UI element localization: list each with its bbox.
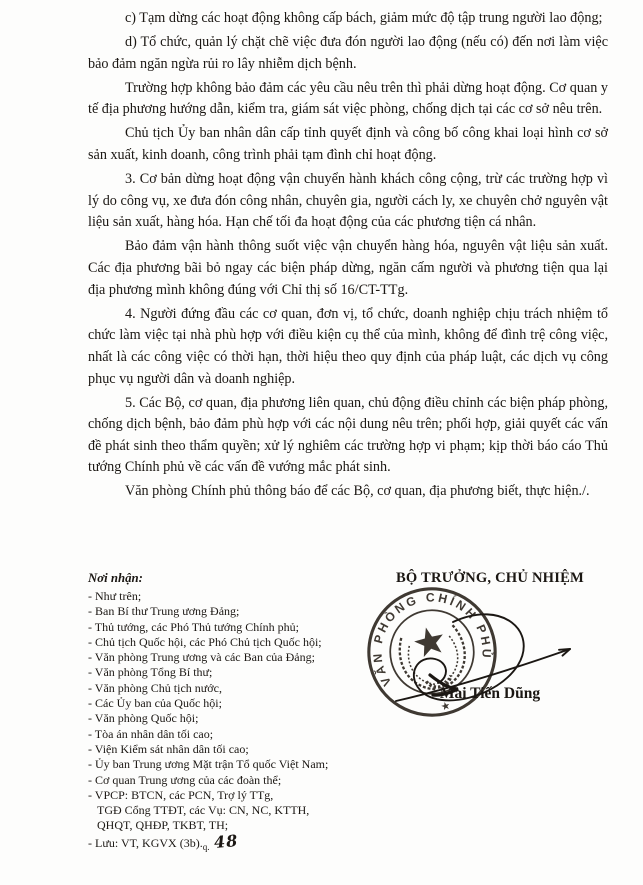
recipient-line: - Như trên; xyxy=(88,589,142,603)
signer-title: BỘ TRƯỞNG, CHỦ NHIỆM xyxy=(395,570,585,586)
recipient-line-luu xyxy=(88,830,388,855)
signature-strokes xyxy=(378,597,583,722)
handwritten-number: 48 xyxy=(213,830,240,852)
signature-scribble xyxy=(378,597,583,722)
recipient-line: - VPCP: BTCN, các PCN, Trợ lý TTg, xyxy=(88,787,274,802)
recipient-line: - Văn phòng Quốc hội; xyxy=(88,711,199,726)
document-body xyxy=(88,8,608,506)
recipient-line: - Ban Bí thư Trung ương Đảng; xyxy=(88,604,240,619)
recipient-line: TGĐ Cổng TTĐT, các Vụ: CN, NC, KTTH, xyxy=(97,803,310,818)
recipient-line: - Văn phòng Trung ương và các Ban của Đảng; xyxy=(88,650,315,665)
recipient-line: - Văn phòng Chủ tịch nước, xyxy=(88,680,222,695)
recipients-block xyxy=(88,571,388,855)
seal-bottom-star-icon: ★ xyxy=(439,699,452,714)
closing-paragraph: Văn phòng Chính phủ thông báo để các Bộ, cơ quan, địa phương biết, thực hiện./. xyxy=(125,483,590,500)
signer-name: Mai Tiến Dũng xyxy=(439,685,541,702)
luu-text: - Lưu: VT, KGVX (3b). xyxy=(88,835,203,850)
recipient-line: - Các Ủy ban của Quốc hội; xyxy=(88,696,222,711)
body-paragraph: Trường hợp không bảo đảm các yêu cầu nêu trên thì phải dừng hoạt động. Cơ quan y tế địa phương hướng dẫn, kiểm tra, giám sát việc phòng, chống dịch tại các cơ sở nêu trên. xyxy=(88,79,608,118)
body-paragraph: 4. Người đứng đầu các cơ quan, đơn vị, tổ chức, doanh nghiệp chịu trách nhiệm tổ chức làm việc tại nhà phù hợp với điều kiện cụ thể của mình, không để đình trệ công việc, nhất là các công việc có thời hạn, thời hiệu theo quy định của pháp luật, các dịch vụ công phục vụ người dân và doanh nghiệp. xyxy=(88,305,608,387)
body-paragraph: Bảo đảm vận hành thông suốt việc vận chuyển hàng hóa, nguyên vật liệu sản xuất. Các địa phương bãi bỏ ngay các biện pháp dừng, ngăn cấm người và phương tiện qua lại địa phương mình không đúng với Chỉ thị số 16/CT-TTg. xyxy=(88,238,608,298)
body-paragraph: c) Tạm dừng các hoạt động không cấp bách, giảm mức độ tập trung người lao động; xyxy=(125,10,603,26)
seal-ring-text: VĂN PHÒNG CHÍNH PHỦ xyxy=(370,590,494,689)
recipient-line: - Tòa án nhân dân tối cao; xyxy=(88,726,214,741)
recipient-line: - Văn phòng Tổng Bí thư; xyxy=(88,665,213,680)
recipient-line: - Chủ tịch Quốc hội, các Phó Chủ tịch Quốc hội; xyxy=(88,634,322,649)
recipient-line: - Viện Kiểm sát nhân dân tối cao; xyxy=(88,741,249,756)
recipient-line: QHQT, QHĐP, TKBT, TH; xyxy=(97,818,229,833)
recipients-heading: Nơi nhận: xyxy=(88,571,143,585)
body-paragraph: 5. Các Bộ, cơ quan, địa phương liên quan, chủ động điều chỉnh các biện pháp phòng, chống dịch bệnh, bảo đảm phù hợp với các nội dung nêu trên; phối hợp, giải quyết các vấn đề phát sinh theo thẩm quyền; xử lý nghiêm các trường hợp vi phạm; kịp thời báo cáo Thủ tướng Chính phủ về các vấn đề vướng mắc phát sinh. xyxy=(88,394,608,476)
recipient-line: - Ủy ban Trung ương Mặt trận Tổ quốc Việt Nam; xyxy=(88,757,329,772)
body-paragraph: d) Tổ chức, quản lý chặt chẽ việc đưa đón người lao động (nếu có) đến nơi làm việc bảo đảm ngăn ngừa rủi ro lây nhiễm dịch bệnh. xyxy=(88,34,608,72)
recipient-line: - Cơ quan Trung ương của các đoàn thể; xyxy=(88,772,282,787)
body-paragraph: 3. Cơ bản dừng hoạt động vận chuyển hành khách công cộng, trừ các trường hợp vì lý do công vụ, xe đưa đón công nhân, chuyên gia, người cách ly, xe chuyên chở nguyên vật liệu sản xuất, hàng hóa. Hạn chế tối đa hoạt động của các phương tiện cá nhân. xyxy=(88,171,608,231)
recipient-line: - Thủ tướng, các Phó Thủ tướng Chính phủ; xyxy=(88,619,299,634)
body-paragraph: Chủ tịch Ủy ban nhân dân cấp tỉnh quyết định và công bố công khai loại hình cơ sở sản xuất, kinh doanh, công trình phải tạm đình chỉ hoạt động. xyxy=(88,125,608,164)
luu-subscript: q. xyxy=(202,841,210,852)
